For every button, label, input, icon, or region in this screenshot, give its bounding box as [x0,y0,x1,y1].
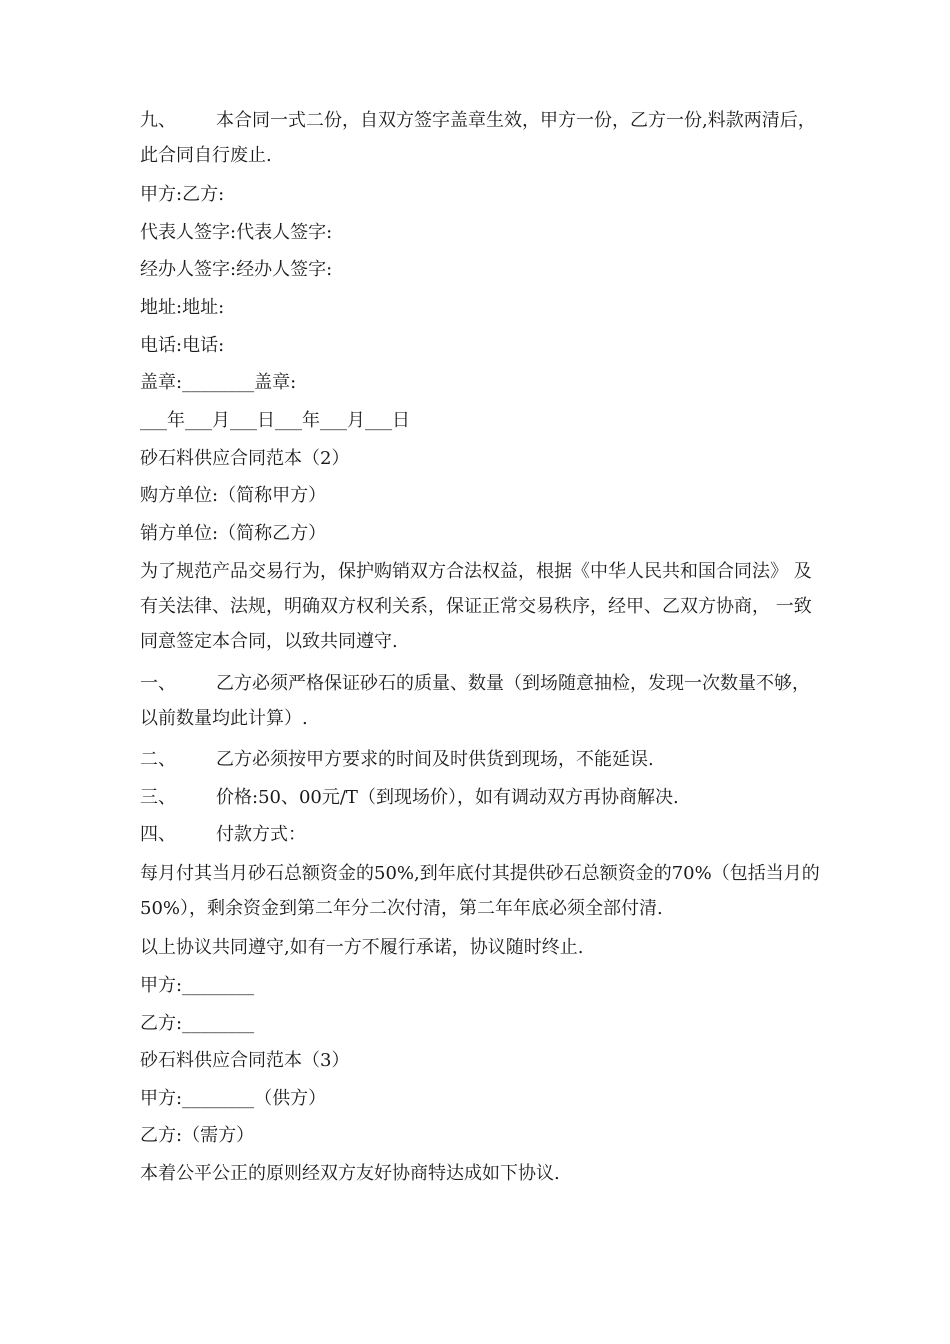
handler-signature-line: 经办人签字:经办人签字: [140,259,333,280]
preamble-paragraph: 为了规范产品交易行为，保护购销双方合法权益，根据《中华人民共和国合同法》 及有关法律、法规，明确双方权利关系，保证正常交易秩序，经甲、乙双方协商， 一致同意签定本合同，以致共同遵守. [140,561,812,652]
clause-one [140,666,820,736]
address-line: 地址:地址: [140,297,225,318]
clause-text: 乙方必须按甲方要求的时间及时供货到现场，不能延误. [216,749,654,770]
party-a-signature-line: 甲方:________ [140,975,255,996]
payment-terms-paragraph: 每月付其当月砂石总额资金的50%,到年底付其提供砂石总额资金的70%（包括当月的50%），剩余资金到第二年分二次付清，第二年年底必须全部付清. [140,863,820,919]
clause-text: 乙方必须严格保证砂石的质量、数量（到场随意抽检，发现一次数量不够， 以前数量均此计算）. [140,673,810,729]
party-b-buyer-line: 乙方:（需方） [140,1125,255,1146]
date-line: ___年___月___日___年___月___日 [140,410,410,431]
clause-three [140,787,820,809]
clause-two [140,749,820,771]
representative-signature-line: 代表人签字:代表人签字: [140,222,333,243]
clause-text: 价格:50、00元/T（到现场价），如有调动双方再协商解决. [216,787,679,808]
buyer-unit-line: 购方单位:（简称甲方） [140,485,327,506]
party-a-b-line: 甲方:乙方: [140,184,225,205]
seal-line: 盖章:________盖章: [140,372,297,393]
party-b-signature-line: 乙方:________ [140,1013,255,1034]
clause-text: 付款方式： [216,824,306,845]
clause-number: 一、 [140,673,176,694]
clause-nine [140,103,820,173]
clause-number: 四、 [140,824,176,845]
clause-number: 三、 [140,787,176,808]
seller-unit-line: 销方单位:（简称乙方） [140,523,327,544]
clause-text: 本合同一式二份，自双方签字盖章生效，甲方一份，乙方一份,料款两清后， 此合同自行废止. [140,110,816,166]
contract-title-2: 砂石料供应合同范本（2） [140,448,350,469]
contract-title-3: 砂石料供应合同范本（3） [140,1050,350,1071]
phone-line: 电话:电话: [140,335,225,356]
clause-number: 九、 [140,110,176,131]
clause-four [140,824,820,846]
agreement-termination-line: 以上协议共同遵守,如有一方不履行承诺，协议随时终止. [140,937,584,958]
party-a-supplier-line: 甲方:________（供方） [140,1088,327,1109]
clause-number: 二、 [140,749,176,770]
principle-statement-line: 本着公平公正的原则经双方友好协商特达成如下协议. [140,1163,560,1184]
